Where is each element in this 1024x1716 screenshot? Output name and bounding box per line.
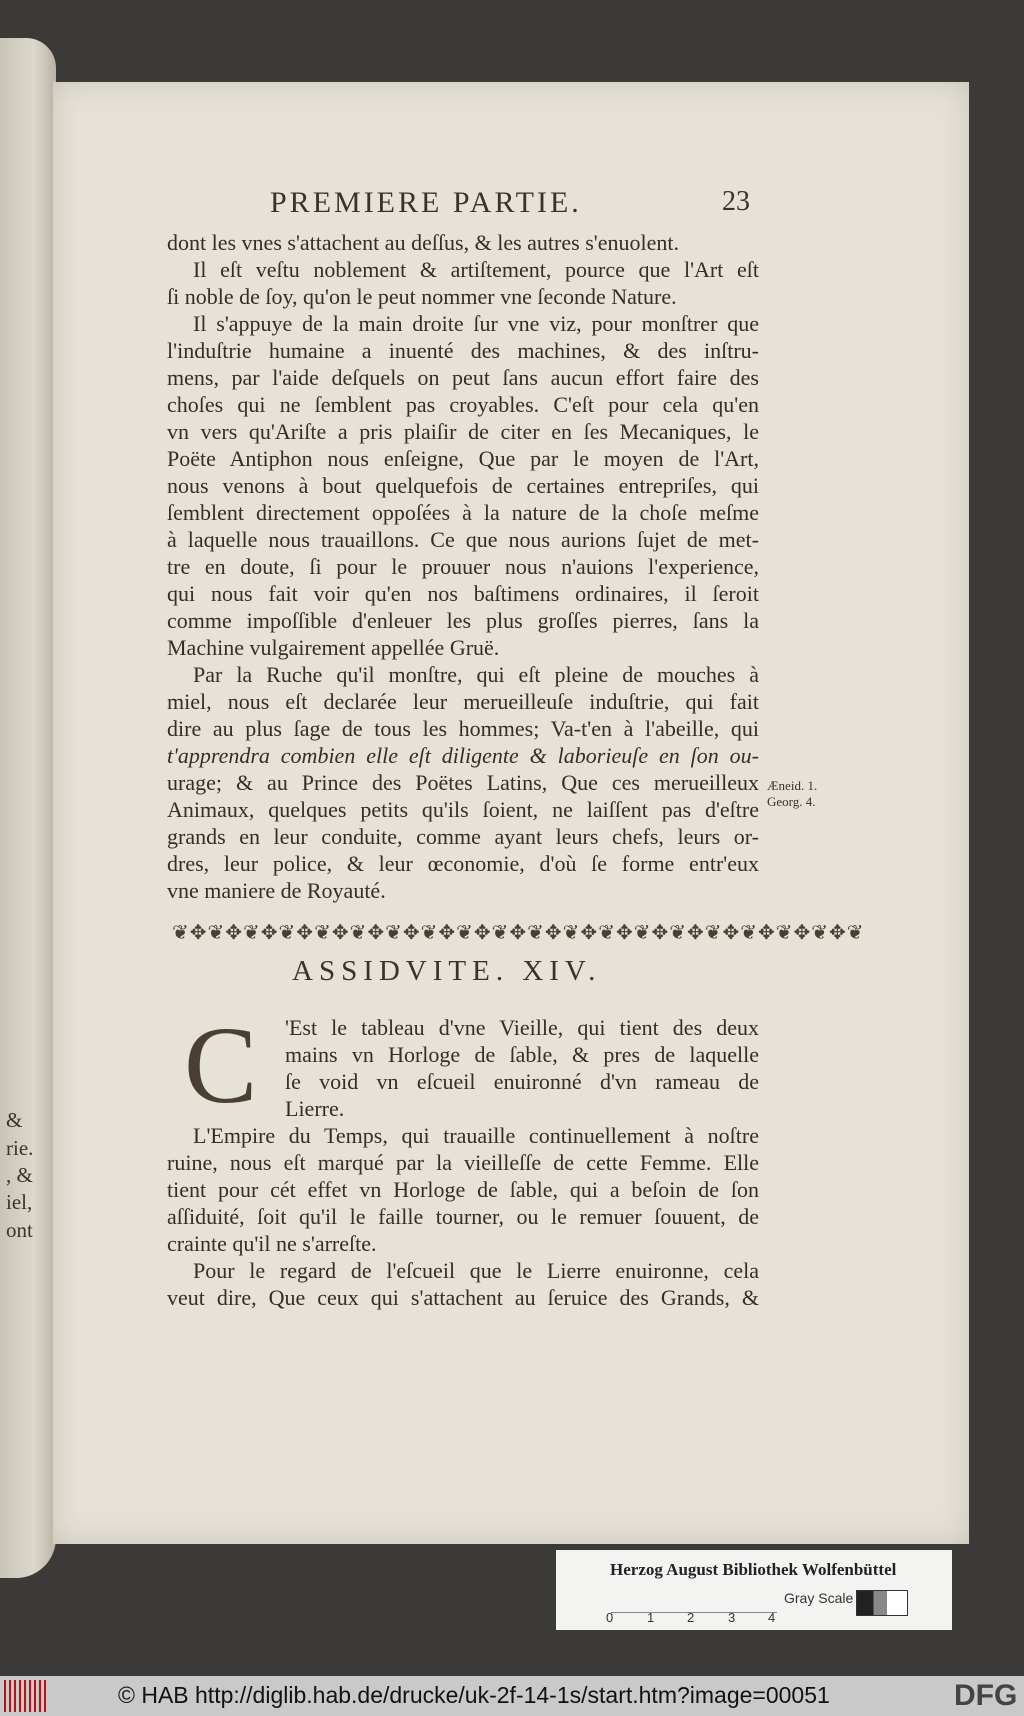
ruler-label: 3 [728, 1610, 736, 1625]
text-line: qui nous fait voir qu'en nos baſtimens ordinaires, il ſeroit [167, 581, 759, 606]
text-line: dire au plus ſage de tous les hommes; Va-t'en à l'abeille, qui [167, 716, 759, 741]
left-page-fragment: & [6, 1108, 23, 1132]
text-line: ruine, nous eſt marqué par la vieilleſſe de cette Femme. Elle [167, 1150, 759, 1175]
text-line: urage; & au Prince des Poëtes Latins, Que ces merueilleux [167, 770, 759, 795]
text-line: mains vn Horloge de ſable, & pres de laquelle [285, 1042, 759, 1067]
margin-note: Æneid. 1. [767, 778, 818, 793]
text-line: mens, par l'aide deſquels on peut ſans aucun effort faire des [167, 365, 759, 390]
text-line: Machine vulgairement appellée Gruë. [167, 635, 500, 660]
text-line: ſemblent directement oppoſées à la nature de la choſe meſme [167, 500, 759, 525]
text-line: Il s'appuye de la main droite ſur vne viz, pour monſtrer que [193, 311, 759, 336]
text-line: à laquelle nous trauaillons. Ce que nous aurions ſujet de met- [167, 527, 759, 552]
text-line: comme impoſſible d'enleuer les plus groſſes pierres, ſans la [167, 608, 759, 633]
decorated-initial: C [184, 1004, 258, 1126]
footer-bar [0, 1676, 1024, 1716]
ruler-label: 2 [687, 1610, 695, 1625]
left-page-fragment: rie. [6, 1136, 34, 1160]
text-line: Animaux, quelques petits qu'ils ſoient, ne laiſſent pas d'eſtre [167, 797, 759, 822]
text-line: Par la Ruche qu'il monſtre, qui eſt pleine de mouches à [193, 662, 759, 687]
text-line: vne maniere de Royauté. [167, 878, 386, 903]
running-head: PREMIERE PARTIE. [270, 186, 582, 219]
text-line: 'Est le tableau d'vne Vieille, qui tient des deux [285, 1015, 759, 1040]
text-line: dont les vnes s'attachent au deſſus, & les autres s'enuolent. [167, 230, 679, 255]
color-scale-card [556, 1550, 952, 1630]
text-line: Lierre. [285, 1096, 345, 1121]
left-page-fragment: , & [6, 1163, 33, 1187]
page-number: 23 [722, 186, 750, 217]
left-page-edge [0, 38, 56, 1578]
left-page-fragment: iel, [6, 1190, 33, 1214]
text-line: veut dire, Que ceux qui s'attachent au ſeruice des Grands, & [167, 1285, 759, 1310]
text-line: dres, leur police, & leur œconomie, d'où ſe forme entr'eux [167, 851, 759, 876]
text-line: choſes qui ne ſemblent pas croyables. C'eſt pour cela qu'en [167, 392, 759, 417]
section-2-text [167, 1014, 759, 1311]
ruler-label: 0 [606, 1610, 614, 1625]
text-line: ſi noble de ſoy, qu'on le peut nommer vne ſeconde Nature. [167, 284, 677, 309]
gray-scale-swatch [856, 1590, 908, 1616]
ruler-label: 1 [647, 1610, 655, 1625]
hab-logo-icon [4, 1680, 46, 1712]
left-page-fragment: ont [6, 1218, 33, 1242]
gray-scale-label: Gray Scale [784, 1590, 854, 1606]
text-line: ſe void vn eſcueil enuironné d'vn rameau de [285, 1069, 759, 1094]
text-line: tre en doute, ſi pour le prouuer nous n'auions l'experience, [167, 554, 759, 579]
section-1-text [167, 229, 759, 904]
dfg-logo: DFG [954, 1679, 1018, 1712]
library-name: Herzog August Bibliothek Wolfenbüttel [610, 1560, 897, 1579]
footer-copyright-link[interactable]: © HAB http://diglib.hab.de/drucke/uk-2f-14-1s/start.htm?image=00051 [118, 1682, 830, 1708]
text-line: Pour le regard de l'eſcueil que le Lierre enuironne, cela [193, 1258, 759, 1283]
text-line: l'induſtrie humaine a inuenté des machines, & des inſtru- [167, 338, 759, 363]
text-line: nous venons à bout quelquefois de certaines entrepriſes, qui [167, 473, 759, 498]
section-title: ASSIDVITE. XIV. [292, 955, 602, 987]
text-line: Il eſt veſtu noblement & artiſtement, pource que l'Art eſt [193, 257, 759, 282]
text-line: miel, nous eſt declarée leur merueilleuſe induſtrie, qui fait [167, 689, 759, 714]
text-line: t'apprendra combien elle eſt diligente & laborieuſe en ſon ou- [167, 743, 759, 768]
text-line: Poëte Antiphon nous enſeigne, Que par le moyen de l'Art, [167, 446, 759, 471]
text-line: aſſiduité, ſoit qu'il le faille tourner, ou le remuer ſouuent, de [167, 1204, 759, 1229]
text-line: vn vers qu'Ariſte a pris plaiſir de citer en ſes Mecaniques, le [167, 419, 759, 444]
ornament-divider: ❦✥❦✥❦✥❦✥❦✥❦✥❦✥❦✥❦✥❦✥❦✥❦✥❦✥❦✥❦✥❦✥❦✥❦✥❦✥❦ [172, 922, 865, 944]
ruler-label: 4 [768, 1610, 776, 1625]
text-line: L'Empire du Temps, qui trauaille continuellement à noſtre [193, 1123, 759, 1148]
text-line: crainte qu'il ne s'arreſte. [167, 1231, 377, 1256]
margin-note: Georg. 4. [767, 794, 816, 809]
text-line: grands en leur conduite, comme ayant leurs chefs, leurs or- [167, 824, 759, 849]
text-line: tient pour cét effet vn Horloge de ſable, qui a beſoin de ſon [167, 1177, 759, 1202]
